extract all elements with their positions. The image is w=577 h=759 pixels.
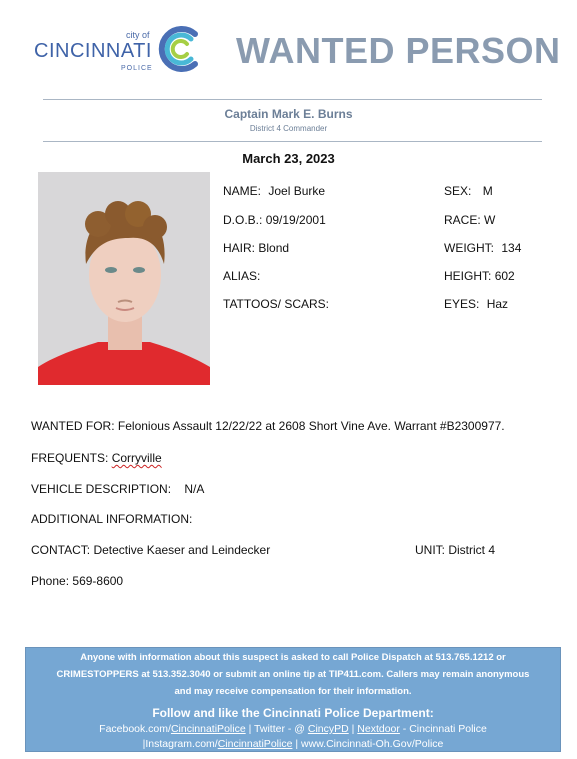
hair-value: Blond: [258, 241, 290, 255]
alias-label: ALIAS:: [223, 269, 261, 283]
footer-line-1: Anyone with information about this suspect is asked to call Police Dispatch at 513.765.1212 or: [80, 652, 506, 663]
footer-line-3: and may receive compensation for their information.: [174, 686, 412, 697]
footer-follow-heading: Follow and like the Cincinnati Police Department:: [152, 706, 434, 720]
frequents-label: FREQUENTS:: [31, 451, 109, 465]
footer-social-line-1: [26, 722, 560, 737]
instagram-link[interactable]: CincinnatiPolice: [217, 738, 293, 750]
phone-value: 569-8600: [72, 574, 124, 588]
field-tattoos: [223, 297, 329, 311]
weight-value: 134: [501, 241, 522, 255]
logo-city-text: city of: [126, 30, 150, 40]
wanted-for-line: [31, 419, 505, 433]
field-eyes: [444, 297, 508, 311]
field-alias: [223, 269, 260, 283]
suspect-photo: [38, 172, 210, 385]
sex-value: M: [482, 184, 493, 198]
height-value: 602: [494, 269, 515, 283]
tattoos-label: TATTOOS/ SCARS:: [223, 297, 330, 311]
facebook-prefix: Facebook.com/: [99, 723, 171, 735]
facebook-link[interactable]: CincinnatiPolice: [170, 723, 246, 735]
website-link[interactable]: | www.Cincinnati-Oh.Gov/Police: [292, 738, 444, 750]
contact-line: [31, 543, 270, 557]
separator: |: [348, 723, 358, 735]
nextdoor-link[interactable]: Nextdoor: [357, 723, 400, 735]
race-value: W: [484, 213, 496, 227]
info-footer-box: [25, 647, 561, 752]
phone-line: [31, 574, 123, 588]
wanted-for-value: Felonious Assault 12/22/22 at 2608 Short Vine Ave. Warrant #B2300977.: [117, 419, 505, 433]
instagram-prefix: |Instagram.com/: [142, 738, 218, 750]
weight-label: WEIGHT:: [444, 241, 494, 255]
contact-label: CONTACT:: [31, 543, 91, 557]
vehicle-label: VEHICLE DESCRIPTION:: [31, 482, 172, 496]
logo-c-emblem-icon: [155, 24, 203, 74]
field-sex: [444, 184, 493, 198]
top-divider: [43, 99, 542, 100]
hair-label: HAIR:: [223, 241, 256, 255]
eyes-label: EYES:: [444, 297, 480, 311]
bottom-divider: [43, 141, 542, 142]
dob-value: 09/19/2001: [265, 213, 326, 227]
twitter-link[interactable]: CincyPD: [307, 723, 349, 735]
nextdoor-suffix: - Cincinnati Police: [399, 723, 487, 735]
unit-value: District 4: [448, 543, 496, 557]
vehicle-value: N/A: [184, 482, 205, 496]
bulletin-date: March 23, 2023: [242, 151, 335, 166]
vehicle-line: [31, 482, 204, 496]
sex-label: SEX:: [444, 184, 472, 198]
dob-label: D.O.B.:: [223, 213, 263, 227]
height-label: HEIGHT:: [444, 269, 492, 283]
field-dob: [223, 213, 326, 227]
footer-social-line-2: [26, 737, 560, 752]
field-name: [223, 184, 325, 198]
additional-info-line: [31, 512, 192, 526]
additional-info-label: ADDITIONAL INFORMATION:: [31, 512, 193, 526]
name-value: Joel Burke: [268, 184, 326, 198]
footer-line-2: CRIMESTOPPERS at 513.352.3040 or submit an online tip at TIP411.com. Callers may remain anonymous: [56, 669, 530, 680]
logo-name-text: CINCINNATI: [34, 40, 152, 62]
frequents-value: Corryville: [111, 451, 162, 465]
wanted-for-label: WANTED FOR:: [31, 419, 115, 433]
field-hair: [223, 241, 289, 255]
field-race: [444, 213, 495, 227]
eyes-value: Haz: [486, 297, 509, 311]
field-height: [444, 269, 515, 283]
contact-value: Detective Kaeser and Leindecker: [93, 543, 271, 557]
phone-label: Phone:: [31, 574, 70, 588]
page-title: WANTED PERSON: [236, 30, 561, 71]
cincinnati-police-logo: [34, 22, 209, 80]
logo-police-text: POLICE: [121, 65, 153, 72]
commander-name: Captain Mark E. Burns: [224, 107, 353, 121]
race-label: RACE:: [444, 213, 481, 227]
unit-line: [415, 543, 495, 557]
commander-title: District 4 Commander: [249, 124, 328, 133]
name-label: NAME:: [223, 184, 262, 198]
frequents-line: [31, 451, 162, 465]
unit-label: UNIT:: [415, 543, 445, 557]
twitter-prefix: | Twitter - @: [245, 723, 308, 735]
field-weight: [444, 241, 521, 255]
